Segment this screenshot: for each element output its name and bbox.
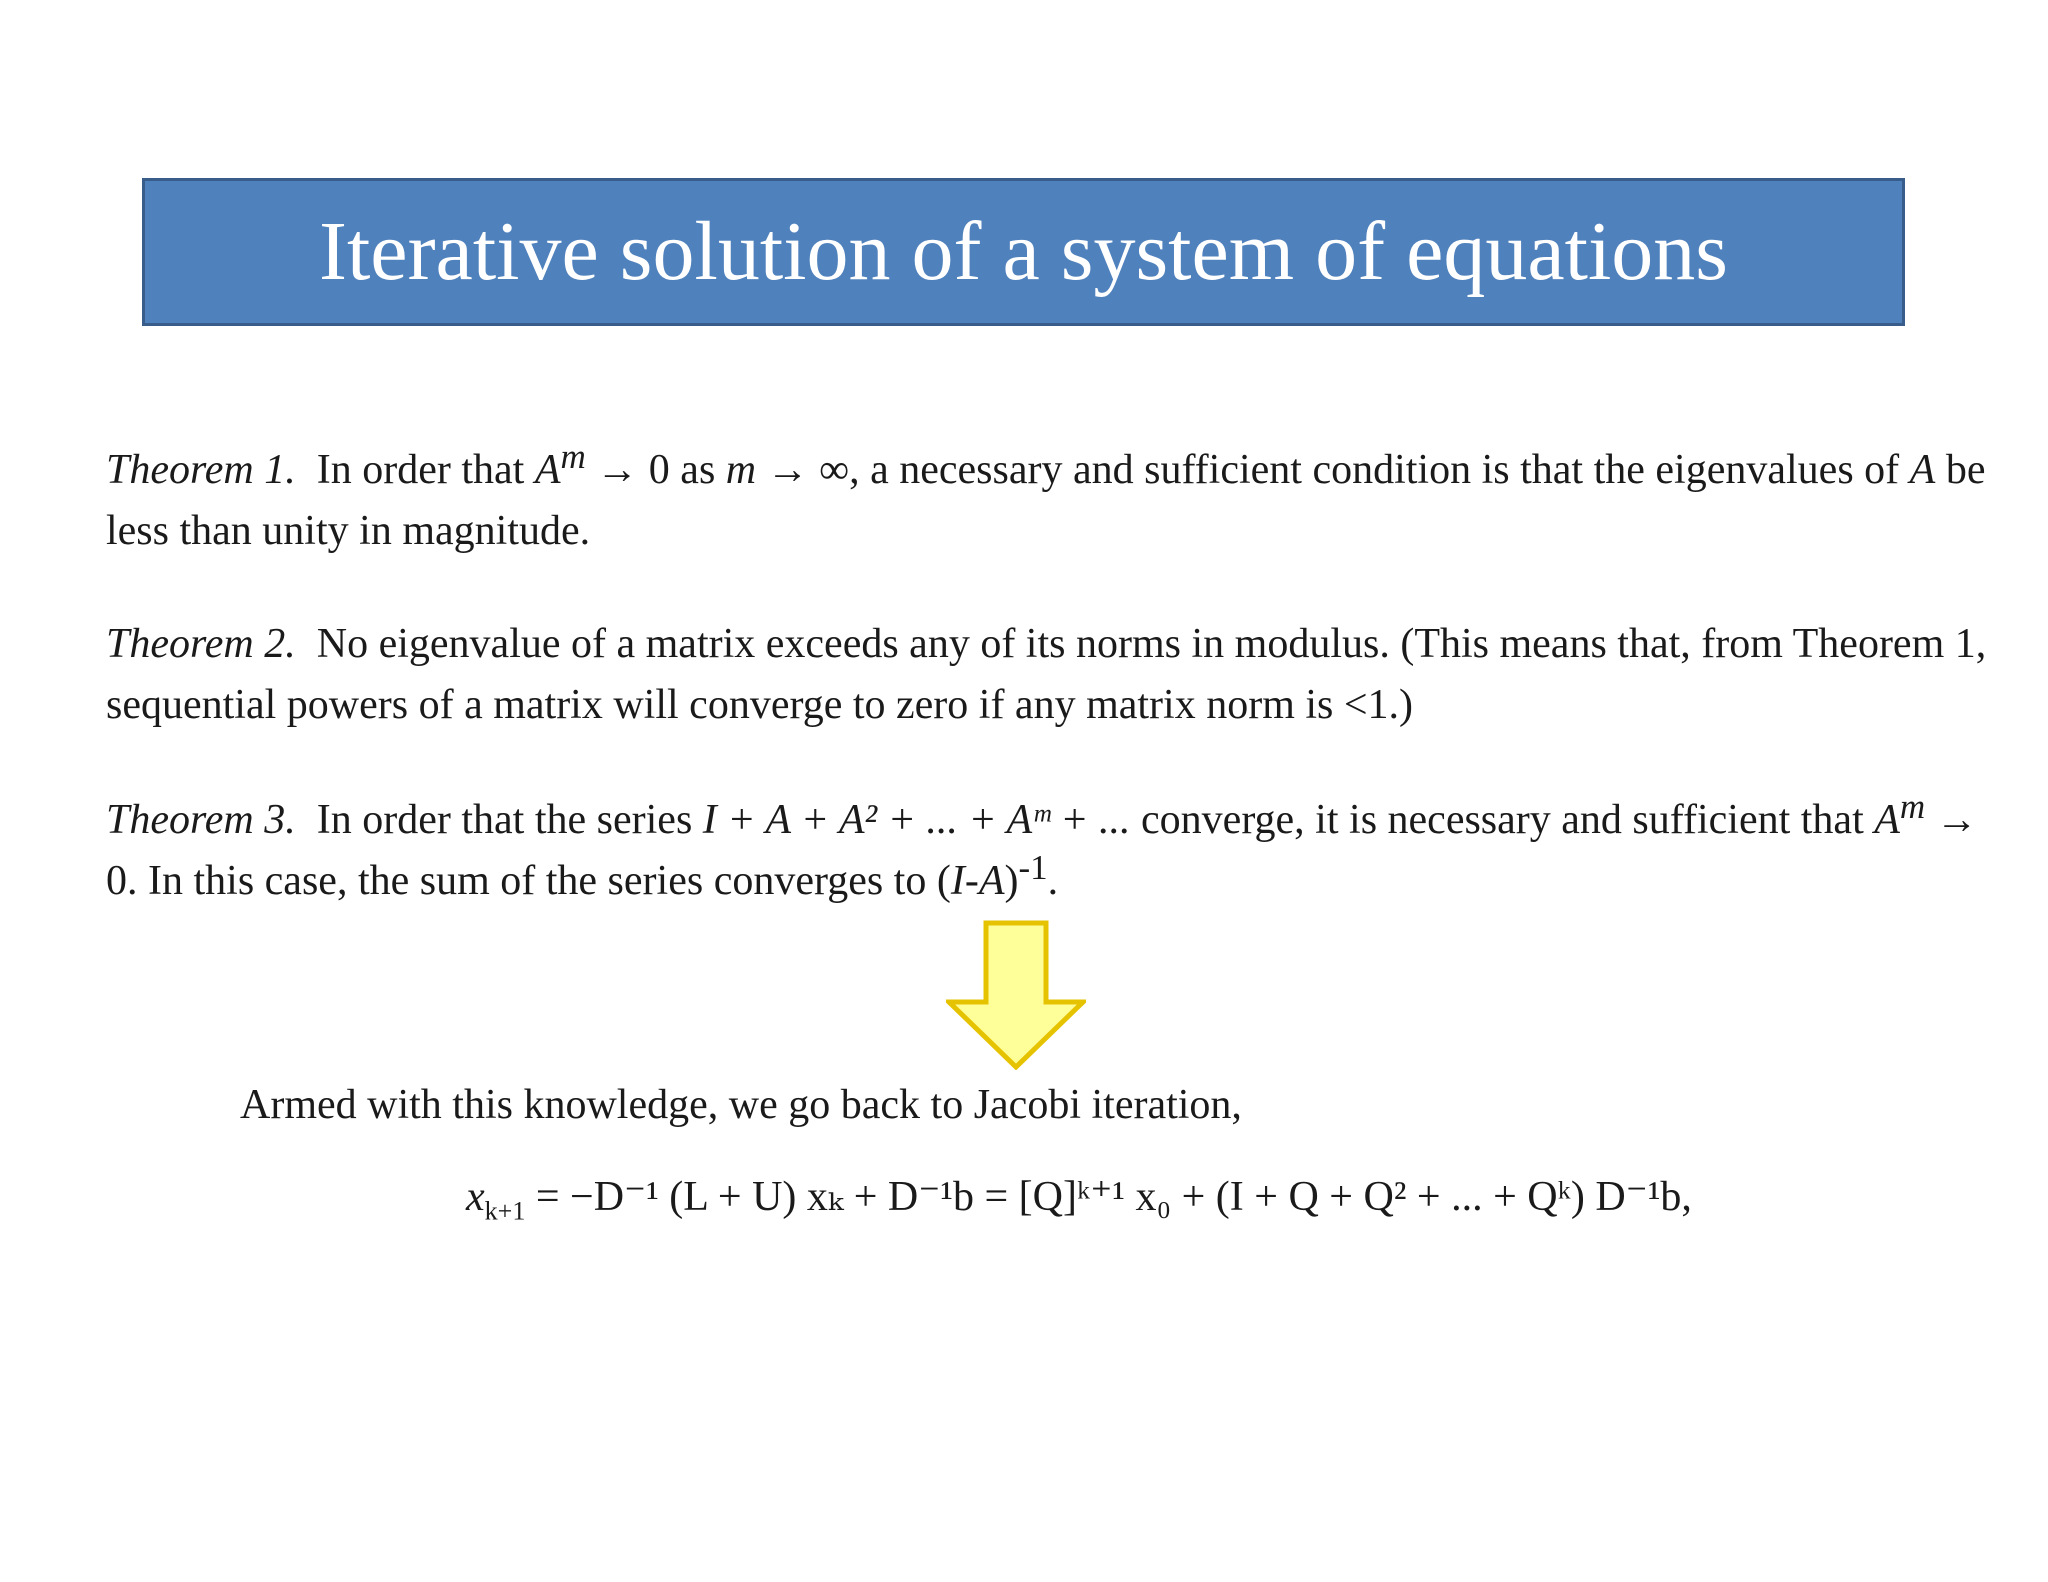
equation-rhs: = −D⁻¹ (L + U) xₖ + D⁻¹b = [Q]ᵏ⁺¹ x₀ + (I + Q + Q² + ... + Qᵏ) D⁻¹b,	[535, 1174, 1692, 1220]
theorem-3-series: I + A + A² + ... + Aᵐ + ...	[702, 797, 1131, 843]
theorem-3-text-5: .	[1047, 858, 1059, 904]
theorem-1-text-4: be less than unity in magnitude.	[106, 447, 1986, 554]
theorem-1-text-3: → ∞, a necessary and sufficient condition is that the eigenvalues of	[756, 447, 1910, 493]
theorem-3-label: Theorem 3.	[106, 797, 296, 843]
equation-lhs-sub: k+1	[484, 1196, 526, 1226]
theorem-3-math-m-sup: m	[1899, 787, 1926, 826]
theorem-3-math-i-a: I-A	[950, 858, 1005, 904]
theorem-1-math-a: A	[534, 447, 561, 493]
slide-title: Iterative solution of a system of equations	[318, 205, 1728, 298]
title-banner	[142, 178, 1905, 326]
theorem-3-text-4: )	[1004, 858, 1019, 904]
theorem-1	[106, 437, 2006, 562]
theorem-1-text-2: → 0 as	[585, 447, 726, 493]
theorem-1-text-1: In order that	[316, 447, 535, 493]
theorem-3-sup-inverse: -1	[1018, 848, 1048, 887]
theorem-1-math-m: m	[725, 447, 757, 493]
theorem-1-label: Theorem 1.	[106, 447, 296, 493]
down-arrow-icon	[946, 920, 1086, 1070]
theorem-2	[106, 614, 2006, 736]
theorem-1-math-m-sup: m	[560, 437, 586, 476]
theorem-1-math-a2: A	[1909, 447, 1936, 493]
theorem-3-text-3: → 0. In this case, the sum of the series converges to (	[106, 797, 1978, 904]
jacobi-equation	[466, 1162, 1692, 1232]
equation-lhs: x	[466, 1174, 485, 1220]
theorem-3-text-1: In order that the series	[316, 797, 703, 843]
theorem-2-text: No eigenvalue of a matrix exceeds any of its norms in modulus. (This means that, from Theorem 1, sequential powers of a matrix will converge to zero if any matrix norm is <1.)	[106, 621, 1987, 728]
theorem-3-text-2: converge, it is necessary and sufficient that	[1130, 797, 1875, 843]
theorem-3	[106, 787, 2006, 912]
theorem-3-math-a: A	[1874, 797, 1900, 843]
conclusion-text: Armed with this knowledge, we go back to Jacobi iteration,	[240, 1082, 1242, 1128]
theorem-2-label: Theorem 2.	[106, 621, 296, 667]
